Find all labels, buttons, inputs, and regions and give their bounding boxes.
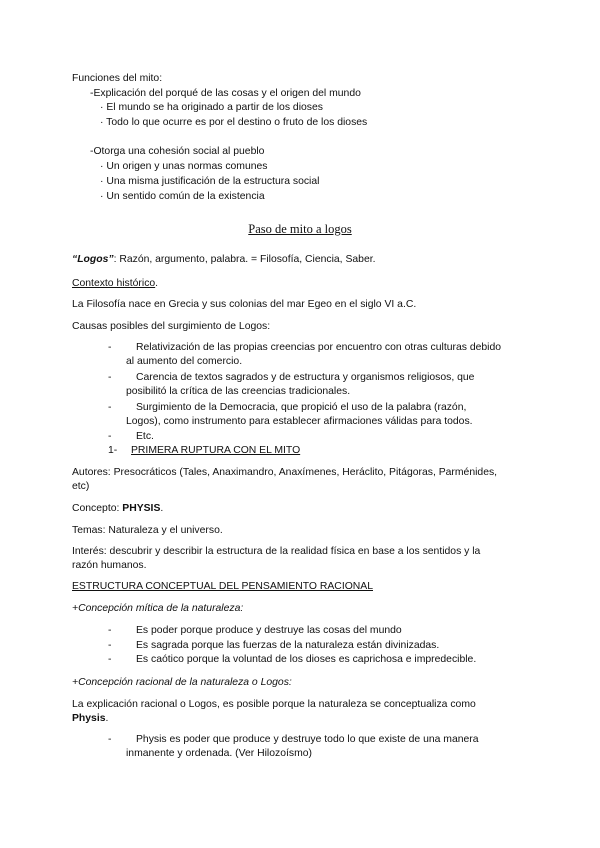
contexto-heading: Contexto histórico: [72, 278, 156, 289]
funciones-item-1: -Explicación del porqué de las cosas y el origen del mundo: [90, 88, 361, 99]
concepto-value: PHYSIS: [122, 503, 161, 514]
racional-physis: Physis: [72, 713, 106, 724]
racional-heading: +Concepción racional de la naturaleza o Logos:: [72, 677, 292, 688]
logos-definition-text: : Razón, argumento, palabra. = Filosofía, Ciencia, Saber.: [113, 254, 376, 265]
funciones-heading: Funciones del mito:: [72, 73, 163, 84]
contexto-heading-period: .: [155, 278, 159, 289]
causas-item-4-line-1: Etc.: [136, 431, 154, 442]
funciones-item-1-sub-2: · Todo lo que ocurre es por el destino o fruto de los dioses: [100, 117, 368, 128]
concepto-end: .: [160, 503, 164, 514]
causas-item-2-dash: -: [108, 372, 112, 383]
logos-term: “Logos”: [72, 254, 114, 265]
funciones-item-2-sub-1: · Un origen y unas normas comunes: [100, 161, 268, 172]
concepto-label: Concepto:: [72, 503, 123, 514]
mitica-heading: +Concepción mítica de la naturaleza:: [72, 603, 244, 614]
funciones-item-1-sub-1: · El mundo se ha originado a partir de los dioses: [100, 102, 323, 113]
interes-line-1: Interés: descubrir y describir la estructura de la realidad física en base a los sentidos y la: [72, 546, 481, 557]
causas-item-1-line-2: al aumento del comercio.: [126, 356, 243, 367]
racional-item-line-1: Physis es poder que produce y destruye todo lo que existe de una manera: [136, 734, 479, 745]
ruptura-heading: PRIMERA RUPTURA CON EL MITO: [131, 445, 301, 456]
funciones-item-2-sub-3: · Un sentido común de la existencia: [100, 191, 265, 202]
ruptura-number: 1-: [108, 445, 118, 456]
racional-item-dash: -: [108, 734, 112, 745]
mitica-item-3: Es caótico porque la voluntad de los dioses es caprichosa e impredecible.: [136, 654, 477, 665]
causas-item-3-line-2: Logos), como instrumento para establecer afirmaciones válidas para todos.: [126, 416, 473, 427]
autores-line-2: etc): [72, 481, 90, 492]
causas-item-1-line-1: Relativización de las propias creencias por encuentro con otras culturas debido: [136, 342, 502, 353]
racional-paragraph-end: .: [105, 713, 109, 724]
racional-paragraph-line-2: [72, 712, 108, 727]
causas-item-1-dash: -: [108, 342, 112, 353]
contexto-heading-line: [72, 277, 158, 292]
racional-paragraph-line-1: La explicación racional o Logos, es posible porque la naturaleza se conceptualiza como: [72, 699, 476, 710]
concepto-line: [72, 502, 163, 517]
mitica-item-2-dash: -: [108, 640, 112, 651]
autores-line-1: Autores: Presocráticos (Tales, Anaximandro, Anaxímenes, Heráclito, Pitágoras, Parménides,: [72, 467, 498, 478]
causas-item-2-line-2: posibilitó la crítica de las creencias tradicionales.: [126, 386, 351, 397]
causas-heading: Causas posibles del surgimiento de Logos:: [72, 321, 271, 332]
mitica-item-2: Es sagrada porque las fuerzas de la naturaleza están divinizadas.: [136, 640, 440, 651]
funciones-item-2: -Otorga una cohesión social al pueblo: [90, 146, 265, 157]
racional-item-line-2: inmanente y ordenada. (Ver Hilozoísmo): [126, 748, 312, 759]
causas-item-3-dash: -: [108, 402, 112, 413]
estructura-heading: ESTRUCTURA CONCEPTUAL DEL PENSAMIENTO RACIONAL: [72, 581, 373, 592]
mitica-item-1: Es poder porque produce y destruye las cosas del mundo: [136, 625, 402, 636]
mitica-item-1-dash: -: [108, 625, 112, 636]
funciones-item-2-sub-2: · Una misma justificación de la estructura social: [100, 176, 320, 187]
causas-item-3-line-1: Surgimiento de la Democracia, que propició el uso de la palabra (razón,: [136, 402, 467, 413]
logos-definition: [72, 253, 376, 268]
interes-line-2: razón humanos.: [72, 560, 147, 571]
causas-item-2-line-1: Carencia de textos sagrados y de estructura y organismos religiosos, que: [136, 372, 475, 383]
temas-line: Temas: Naturaleza y el universo.: [72, 525, 223, 536]
contexto-text: La Filosofía nace en Grecia y sus colonias del mar Egeo en el siglo VI a.C.: [72, 299, 417, 310]
page-title: Paso de mito a logos: [248, 222, 352, 236]
mitica-item-3-dash: -: [108, 654, 112, 665]
causas-item-4-dash: -: [108, 431, 112, 442]
